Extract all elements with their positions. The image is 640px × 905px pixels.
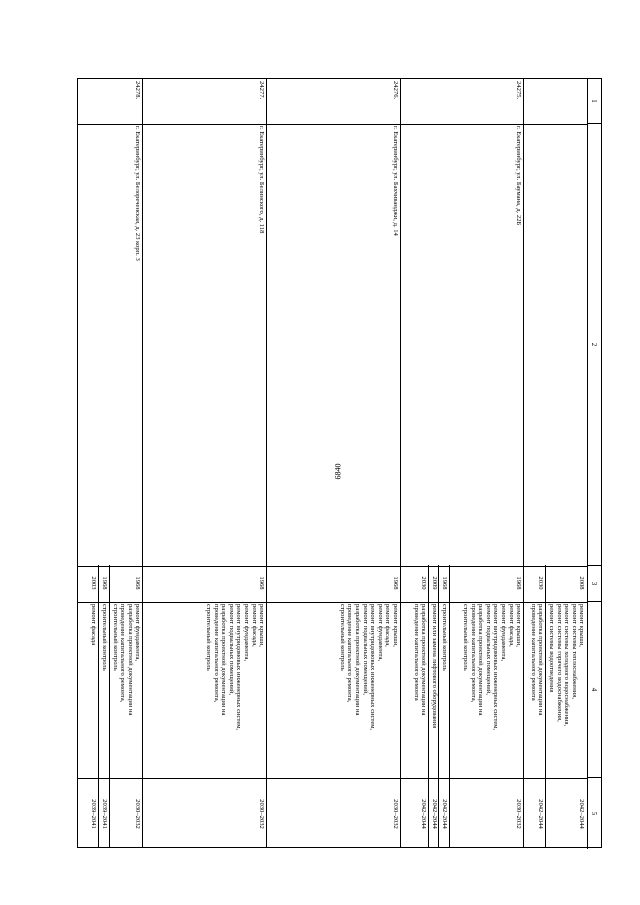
year: 2030	[537, 576, 545, 590]
work-item: проведение капитального ремонта,	[469, 604, 477, 703]
entry-divider	[545, 565, 546, 848]
work-item: разработка проектной документации на	[220, 604, 228, 716]
work-item: ремонт подвальных помещений,	[361, 604, 369, 695]
rotated-table	[77, 78, 602, 848]
header-col-1: 1	[587, 79, 601, 124]
address: г. Екатеринбург, ул. Бауманa, д. 22Б	[515, 126, 523, 226]
header-col-5: 5	[587, 778, 601, 849]
row-number: 24277.	[258, 81, 266, 100]
work-item: ремонт фасада,	[507, 604, 515, 647]
work-item: проведение капитального ремонта,	[119, 604, 127, 703]
work-item: ремонт крыши,	[578, 604, 586, 647]
period: 2042–2044	[441, 799, 449, 829]
row-divider	[400, 78, 401, 848]
col-divider	[78, 602, 587, 603]
entry-divider	[438, 565, 439, 848]
year: 2009	[430, 576, 438, 590]
period: 2030–2032	[258, 799, 266, 829]
period: 2042–2044	[430, 799, 438, 829]
work-item: ремонт системы горячего водоснабжения,	[555, 604, 563, 722]
row-number: 24275.	[515, 81, 523, 100]
work-item: строительный контроль	[101, 604, 109, 671]
row-divider	[266, 78, 267, 848]
entry-divider	[449, 565, 450, 848]
address: г. Екатеринбург, ул. Белореченская, д. 23 корп. 3	[134, 126, 142, 261]
year: 2008	[578, 576, 586, 590]
address: г. Екатеринбург, ул. Белинского, д. 118	[258, 126, 266, 234]
work-item: разработка проектной документации на	[537, 604, 545, 716]
period: 2042–2044	[537, 799, 545, 829]
work-item: ремонт фасада,	[250, 604, 258, 647]
work-item: ремонт крыши,	[258, 604, 266, 647]
work-item: ремонт внутридомовых инженерных систем,	[235, 604, 243, 731]
address: г. Екатеринбург, ул. Бахчиванджи, д. 14	[392, 126, 400, 236]
entry-divider	[109, 565, 110, 848]
period: 2030–2032	[392, 799, 400, 829]
period: 2030–2032	[515, 799, 523, 829]
year: 1968	[515, 576, 523, 590]
row-divider	[523, 78, 524, 848]
header-col-4: 4	[587, 602, 601, 778]
work-item: строительный контроль	[441, 604, 449, 671]
work-item: строительный контроль	[462, 604, 470, 671]
col-divider	[78, 124, 587, 125]
period: 2030–2032	[134, 799, 142, 829]
work-item: строительный контроль	[338, 604, 346, 671]
work-item: ремонт системы водоотведения	[548, 604, 556, 693]
work-item: проведение капитального ремонта	[529, 604, 537, 701]
year: 1968	[101, 576, 109, 590]
entry-divider	[428, 565, 429, 848]
work-item: ремонт системы теплоснабжения,	[570, 604, 578, 699]
work-item: ремонт внутридомовых инженерных систем,	[492, 604, 500, 731]
col-divider	[78, 566, 587, 567]
period: 2042–2044	[420, 799, 428, 829]
work-item: строительный контроль	[111, 604, 119, 671]
work-item: ремонт подвальных помещений,	[227, 604, 235, 695]
page-number: 6840	[333, 463, 343, 480]
row-number: 24278.	[134, 81, 142, 100]
work-item: строительный контроль	[205, 604, 213, 671]
work-item: ремонт или замена лифтового оборудования	[430, 604, 438, 729]
work-item: ремонт крыши,	[515, 604, 523, 647]
work-item: ремонт фундамента,	[500, 604, 508, 662]
work-item: ремонт фундамента,	[134, 604, 142, 662]
year: 2003	[90, 576, 98, 590]
work-item: ремонт фундамента,	[376, 604, 384, 662]
year: 1968	[392, 576, 400, 590]
year: 2030	[420, 576, 428, 590]
work-item: проведение капитального ремонта,	[212, 604, 220, 703]
row-number: 24276.	[392, 81, 400, 100]
work-item: проведение капитального ремонта,	[346, 604, 354, 703]
work-item: ремонт фундамента,	[243, 604, 251, 662]
work-item: проведение капитального ремонта	[412, 604, 420, 701]
entry-divider	[98, 565, 99, 848]
work-item: разработка проектной документации на	[477, 604, 485, 716]
period: 2042–2044	[578, 799, 586, 829]
work-item: разработка проектной документации на	[354, 604, 362, 716]
work-item: ремонт системы холодного водоснабжения,	[563, 604, 571, 727]
year: 1968	[258, 576, 266, 590]
work-item: ремонт фасада,	[384, 604, 392, 647]
work-item: ремонт крыши,	[392, 604, 400, 647]
header-col-3: 3	[587, 566, 601, 602]
work-item: разработка проектной документации на	[420, 604, 428, 716]
period: 2039–2041	[90, 799, 98, 829]
year: 1968	[134, 576, 142, 590]
period: 2039–2041	[101, 799, 109, 829]
work-item: ремонт фасада	[90, 604, 98, 646]
work-item: ремонт подвальных помещений,	[484, 604, 492, 695]
header-col-2: 2	[587, 124, 601, 566]
work-item: разработка проектной документации на	[126, 604, 134, 716]
year: 1968	[441, 576, 449, 590]
work-item: ремонт внутридомовых инженерных систем,	[369, 604, 377, 731]
row-divider	[142, 78, 143, 848]
